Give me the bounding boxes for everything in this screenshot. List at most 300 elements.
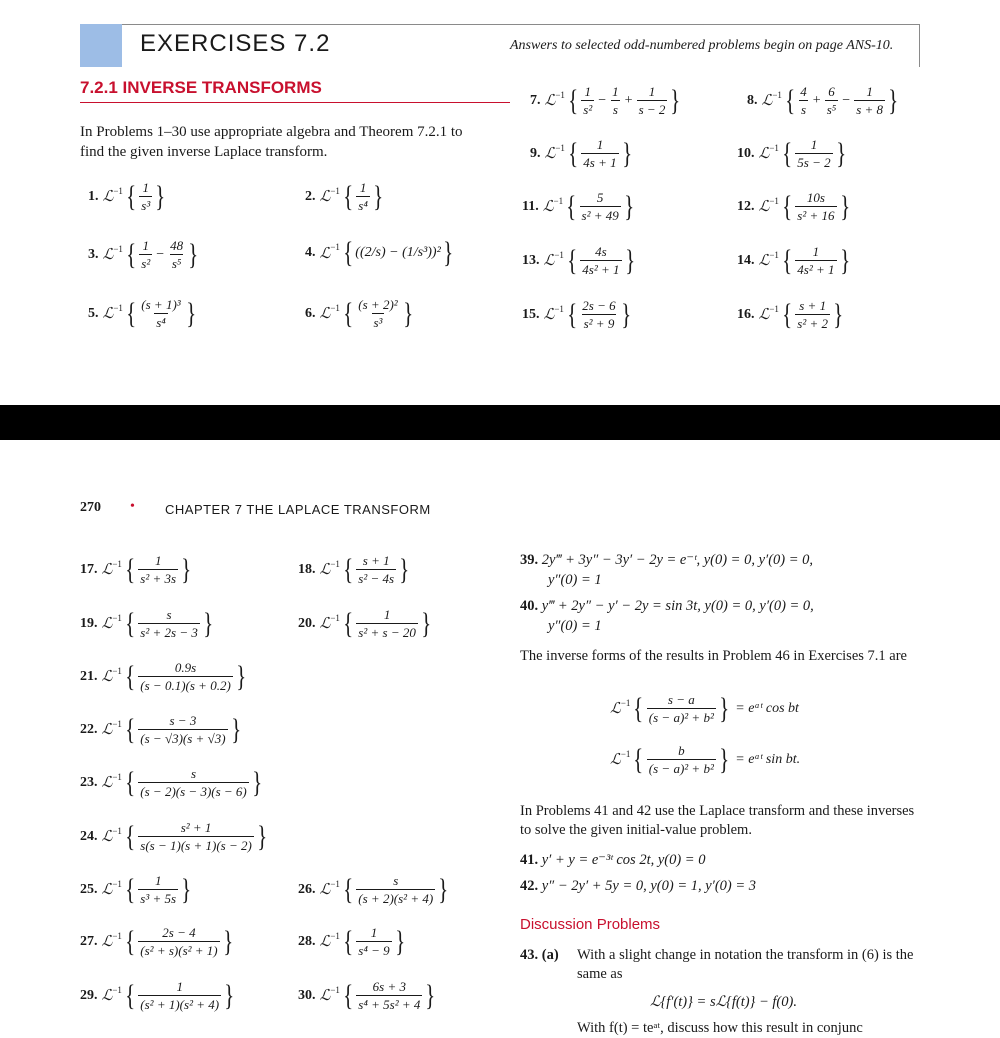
fraction [138, 766, 248, 799]
laplace-symbol: ℒ [101, 669, 113, 685]
problem-17 [80, 553, 194, 586]
laplace-symbol: ℒ [543, 253, 555, 269]
problem-number: 15. [522, 306, 540, 322]
problem-30 [298, 979, 438, 1012]
brace: { [343, 924, 354, 958]
problem-number: 22. [80, 721, 98, 737]
laplace-symbol: ℒ [101, 775, 113, 791]
inverse-mark: −1 [112, 984, 122, 995]
problem-25 [80, 873, 194, 906]
problem-39-cont [548, 571, 602, 590]
numerator: (s + 2)² [358, 297, 398, 312]
inverse-mark: −1 [330, 612, 340, 623]
laplace-symbol: ℒ [544, 93, 556, 109]
brace: } [670, 83, 681, 117]
inverse-mark: −1 [554, 249, 564, 260]
laplace-symbol: ℒ [101, 988, 113, 1004]
numerator: 1 [866, 84, 873, 99]
brace: } [835, 136, 846, 170]
brace: { [125, 765, 136, 799]
problem-7 [530, 84, 683, 117]
brace: } [399, 552, 410, 586]
brace: } [620, 297, 631, 331]
laplace-symbol: ℒ [102, 189, 114, 205]
fraction [139, 297, 182, 330]
problem-number: 2. [305, 188, 316, 204]
laplace-symbol: ℒ [319, 189, 331, 205]
problem-number: 30. [298, 987, 316, 1003]
denominator: (s² + 1)(s² + 4) [140, 997, 220, 1012]
numerator: 1 [370, 925, 378, 940]
problem-number: 25. [80, 881, 98, 897]
inverse-mark: −1 [620, 697, 631, 708]
numerator: 1 [154, 873, 162, 888]
inverse-mark: −1 [112, 825, 122, 836]
numerator: 10s [806, 190, 825, 205]
numerator: 5 [596, 190, 604, 205]
brace: { [126, 237, 137, 271]
problem-number: 14. [737, 252, 755, 268]
brace: { [568, 83, 579, 117]
brace: { [343, 552, 354, 586]
expression: ((2/s) − (1/s³))² [355, 245, 441, 260]
problem-40 [520, 597, 814, 616]
denominator: (s − √3)(s + √3) [140, 731, 226, 746]
problem-number: 26. [298, 881, 316, 897]
brace: { [343, 179, 354, 213]
fraction [168, 238, 185, 271]
problem-40-cont [548, 617, 602, 636]
problem-4 [305, 238, 455, 268]
problem-number: 19. [80, 615, 98, 631]
numerator: 1 [142, 180, 150, 195]
brace: } [621, 136, 632, 170]
inverse-mark: −1 [330, 984, 340, 995]
inverse-mark: −1 [330, 930, 340, 941]
problem-number: 29. [80, 987, 98, 1003]
problem-number: 28. [298, 933, 316, 949]
problem-number: 27. [80, 933, 98, 949]
laplace-symbol: ℒ [758, 199, 770, 215]
problem-23 [80, 766, 264, 799]
denominator: s⁵ [171, 256, 182, 271]
numerator: 48 [170, 238, 184, 253]
problem-11 [522, 190, 636, 223]
problem-3 [88, 238, 201, 271]
operator: − [842, 92, 851, 108]
problem-19 [80, 607, 215, 640]
brace: { [125, 712, 136, 746]
inverse-mark: −1 [113, 243, 123, 254]
problem-9 [530, 137, 634, 170]
inverse-form-sin [610, 743, 800, 776]
brace: } [839, 243, 850, 277]
brace: { [568, 136, 579, 170]
brace: { [125, 819, 136, 853]
fraction [356, 297, 399, 330]
numerator: 2s − 4 [162, 925, 196, 940]
laplace-symbol: ℒ [319, 562, 331, 578]
inverse-mark: −1 [772, 89, 782, 100]
denominator: s² + 16 [797, 208, 835, 223]
denominator: s³ + 5s [140, 891, 177, 906]
problem-number: 5. [88, 305, 99, 321]
fraction [356, 607, 418, 640]
fraction [138, 660, 232, 693]
numerator: 1 [359, 180, 367, 195]
problem-number: 18. [298, 561, 316, 577]
brace: { [126, 296, 137, 330]
laplace-symbol: ℒ [610, 752, 621, 768]
denominator: (s² + s)(s² + 1) [140, 943, 218, 958]
inverse-mark: −1 [769, 249, 779, 260]
brace: } [188, 237, 199, 271]
brace: { [782, 297, 793, 331]
brace: { [343, 296, 354, 330]
numerator: s [393, 873, 399, 888]
numerator: 6 [828, 84, 835, 99]
problem-number: 13. [522, 252, 540, 268]
form-result: = eᵃᵗ sin bt. [735, 751, 801, 767]
fraction [795, 298, 830, 331]
numerator: s + 1 [362, 553, 390, 568]
problem-text: y‴ + 2y″ − y′ − 2y = sin 3t, y(0) = 0, y′(0) = 0, [541, 598, 814, 614]
numerator: 0.9s [174, 660, 197, 675]
brace: { [785, 83, 796, 117]
denominator: s² + 3s [140, 571, 177, 586]
denominator: s³ [373, 315, 383, 330]
operator: + [624, 92, 633, 108]
problem-number: 24. [80, 828, 98, 844]
numerator: s² + 1 [180, 820, 212, 835]
denominator: s⁵ [826, 102, 837, 117]
brace: } [425, 978, 436, 1012]
brace: { [566, 189, 577, 223]
brace: } [181, 552, 192, 586]
problem-43-text: With a slight change in notation the transform in (6) is the same as [577, 947, 914, 982]
fraction [356, 873, 435, 906]
fraction [647, 743, 716, 776]
inverse-mark: −1 [113, 185, 123, 196]
inverse-mark: −1 [112, 612, 122, 623]
fraction [138, 873, 178, 906]
brace: } [442, 236, 454, 269]
fraction [637, 84, 668, 117]
fraction [580, 298, 617, 331]
denominator: s² + 9 [583, 316, 615, 331]
problem-10 [737, 137, 848, 170]
brace: { [343, 872, 354, 906]
denominator: (s − a)² + b² [648, 710, 714, 725]
laplace-symbol: ℒ [543, 307, 555, 323]
answers-note: Answers to selected odd-numbered problems begin on page ANS-10. [510, 38, 894, 53]
numerator: 1 [812, 244, 820, 259]
problem-6 [305, 297, 415, 330]
brace: } [719, 742, 730, 776]
inverse-mark: −1 [553, 195, 564, 206]
problems-41-42-intro: In Problems 41 and 42 use the Laplace transform and these inverses to solve the given initial-value problem. [520, 803, 915, 838]
numerator: (s + 1)³ [141, 297, 181, 312]
discussion-heading: Discussion Problems [520, 916, 661, 933]
numerator: b [678, 743, 685, 758]
brace: } [719, 691, 730, 725]
brace: } [256, 819, 268, 853]
problem-number: 16. [737, 306, 755, 322]
denominator: s + 8 [856, 102, 884, 117]
problem-text: y′ + y = e⁻³ᵗ cos 2t, y(0) = 0 [541, 852, 706, 868]
problem-28 [298, 925, 407, 958]
numerator: 1 [810, 137, 818, 152]
denominator: s³ [141, 198, 151, 213]
fraction [138, 607, 200, 640]
brace: } [224, 978, 235, 1012]
denominator: (s − 0.1)(s + 0.2) [140, 678, 231, 693]
laplace-symbol: ℒ [542, 199, 554, 215]
problem-12 [737, 190, 852, 223]
problem-43-equation: ℒ{f′(t)} = sℒ{f(t)} − f(0). [650, 994, 797, 1010]
problem-number: 12. [737, 198, 755, 214]
page-divider-band [0, 405, 1000, 440]
problem-39 [520, 551, 813, 570]
denominator: s⁴ [358, 198, 368, 213]
numerator: 2s − 6 [582, 298, 616, 313]
denominator: s − 2 [638, 102, 666, 117]
problem-number: 17. [80, 561, 98, 577]
inverse-mark: −1 [769, 142, 779, 153]
fraction [580, 190, 621, 223]
laplace-symbol: ℒ [758, 146, 770, 162]
brace: { [125, 606, 136, 640]
brace: { [782, 243, 793, 277]
brace: { [567, 297, 578, 331]
problem-24 [80, 820, 269, 853]
numerator: s + 1 [799, 298, 827, 313]
inverse-mark: −1 [113, 302, 123, 313]
fraction [356, 553, 396, 586]
brace: } [251, 765, 263, 799]
brace: { [343, 236, 354, 269]
denominator: s² [141, 256, 151, 271]
inverse-mark: −1 [555, 142, 565, 153]
denominator: (s − a)² + b² [648, 761, 714, 776]
inverse-mark: −1 [330, 878, 340, 889]
brace: } [402, 296, 413, 330]
denominator: s [612, 102, 618, 117]
inverse-mark: −1 [330, 242, 340, 252]
brace: } [888, 83, 899, 117]
fraction [139, 238, 152, 271]
laplace-symbol: ℒ [758, 253, 770, 269]
brace: } [373, 179, 384, 213]
fraction [580, 244, 621, 277]
laplace-symbol: ℒ [101, 562, 113, 578]
fraction [139, 180, 152, 213]
fraction [138, 553, 178, 586]
laplace-symbol: ℒ [758, 307, 770, 323]
laplace-symbol: ℒ [319, 616, 331, 632]
brace: { [567, 243, 578, 277]
brace: } [421, 606, 432, 640]
fraction [795, 190, 836, 223]
laplace-symbol: ℒ [101, 829, 113, 845]
inverse-mark: −1 [112, 878, 122, 889]
numerator: 1 [612, 84, 619, 99]
fraction [581, 137, 618, 170]
denominator: s(s − 1)(s + 1)(s − 2) [140, 838, 252, 853]
problem-number: 40. [520, 598, 539, 614]
laplace-symbol: ℒ [102, 247, 114, 263]
brace: } [235, 659, 247, 693]
inverse-mark: −1 [555, 89, 565, 100]
inverse-mark: −1 [112, 771, 122, 782]
fraction [798, 84, 809, 117]
problem-5 [88, 297, 198, 330]
denominator: (s + 2)(s² + 4) [358, 891, 434, 906]
problem-number: 9. [530, 145, 541, 161]
brace: { [125, 659, 136, 693]
inverse-form-cos [610, 692, 799, 725]
problem-number: 1. [88, 188, 99, 204]
problem-42 [520, 877, 756, 896]
numerator: 1 [154, 553, 162, 568]
fraction [795, 244, 836, 277]
operator: − [156, 246, 165, 262]
problem-14 [737, 244, 852, 277]
problem-18 [298, 553, 412, 586]
numerator: 1 [648, 84, 656, 99]
denominator: s⁴ [156, 315, 166, 330]
laplace-symbol: ℒ [544, 146, 556, 162]
header-color-block [80, 24, 122, 67]
brace: { [343, 978, 354, 1012]
problem-29 [80, 979, 236, 1012]
problem-text: y″(0) = 1 [548, 572, 602, 588]
fraction [647, 692, 716, 725]
operator: + [812, 92, 821, 108]
numerator: 1 [142, 238, 150, 253]
brace: { [633, 742, 644, 776]
fraction [581, 84, 594, 117]
inverse-mark: −1 [330, 558, 340, 569]
problem-16 [737, 298, 845, 331]
problem-20 [298, 607, 433, 640]
laplace-symbol: ℒ [101, 722, 113, 738]
exercises-title: EXERCISES 7.2 [140, 30, 331, 57]
form-result: = eᵃᵗ cos bt [735, 700, 799, 716]
brace: } [623, 189, 635, 223]
laplace-symbol: ℒ [761, 93, 773, 109]
numerator: 6s + 3 [372, 979, 407, 994]
brace: } [394, 924, 405, 958]
problem-number: 3. [88, 246, 99, 262]
denominator: s² + 2s − 3 [140, 625, 198, 640]
brace: { [633, 691, 644, 725]
denominator: s² − 4s [358, 571, 395, 586]
problem-text: y″ − 2y′ + 5y = 0, y(0) = 1, y′(0) = 3 [541, 878, 757, 894]
problem-21 [80, 660, 248, 693]
laplace-symbol: ℒ [610, 701, 621, 717]
problem-number: 41. [520, 852, 539, 868]
denominator: 5s − 2 [797, 155, 831, 170]
brace: } [185, 296, 196, 330]
brace: { [126, 179, 137, 213]
page-number: 270 [80, 500, 101, 515]
laplace-symbol: ℒ [319, 988, 331, 1004]
laplace-symbol: ℒ [102, 306, 114, 322]
laplace-symbol: ℒ [319, 306, 331, 322]
brace: { [343, 606, 354, 640]
denominator: 4s + 1 [583, 155, 617, 170]
brace: } [155, 179, 166, 213]
inverse-mark: −1 [112, 930, 122, 941]
section-rule [80, 102, 510, 103]
fraction [356, 925, 391, 958]
brace: { [782, 189, 793, 223]
operator: − [598, 92, 607, 108]
numerator: 1 [596, 137, 604, 152]
denominator: 4s² + 1 [582, 262, 620, 277]
brace: { [125, 978, 136, 1012]
denominator: s² + 2 [797, 316, 829, 331]
numerator: 1 [383, 607, 391, 622]
problem-13 [522, 244, 637, 277]
problem-43-cut-line: With f(t) = teᵃᵗ, discuss how this result in conjunc [577, 1020, 863, 1036]
fraction [138, 713, 227, 746]
fraction [610, 84, 621, 117]
inverse-mark: −1 [330, 302, 340, 313]
brace: { [125, 552, 136, 586]
numerator: 1 [176, 979, 183, 994]
brace: } [833, 297, 844, 331]
problem-41 [520, 851, 705, 870]
brace: { [125, 924, 136, 958]
problem-number: 4. [305, 245, 316, 260]
brace: { [782, 136, 793, 170]
numerator: s − 3 [169, 713, 197, 728]
fraction [356, 180, 370, 213]
fraction [854, 84, 885, 117]
problem-text: y″(0) = 1 [548, 618, 602, 634]
problems-intro: In Problems 1–30 use appropriate algebra and Theorem 7.2.1 to find the given inverse Laplace transform. [80, 124, 463, 160]
inverse-mark: −1 [112, 718, 122, 729]
numerator: 1 [584, 84, 592, 99]
brace: { [125, 872, 136, 906]
numerator: 4 [800, 84, 807, 99]
inverse-mark: −1 [769, 195, 779, 206]
brace: } [222, 924, 233, 958]
denominator: s² [583, 102, 593, 117]
fraction [138, 979, 221, 1012]
denominator: s⁴ + 5s² + 4 [358, 997, 421, 1012]
brace: } [624, 243, 635, 277]
inverse-mark: −1 [112, 665, 122, 676]
laplace-symbol: ℒ [101, 882, 113, 898]
fraction [795, 137, 832, 170]
problem-number: 42. [520, 878, 539, 894]
laplace-symbol: ℒ [101, 934, 113, 950]
section-title: 7.2.1 INVERSE TRANSFORMS [80, 78, 322, 97]
problem-1 [88, 180, 168, 213]
brace: } [839, 189, 850, 223]
denominator: s [801, 102, 807, 117]
laplace-symbol: ℒ [319, 934, 331, 950]
fraction [825, 84, 839, 117]
denominator: s² + s − 20 [358, 625, 416, 640]
problem-15 [522, 298, 633, 331]
inverse-mark: −1 [112, 558, 122, 569]
fraction [138, 925, 219, 958]
inverse-mark: −1 [620, 748, 631, 759]
